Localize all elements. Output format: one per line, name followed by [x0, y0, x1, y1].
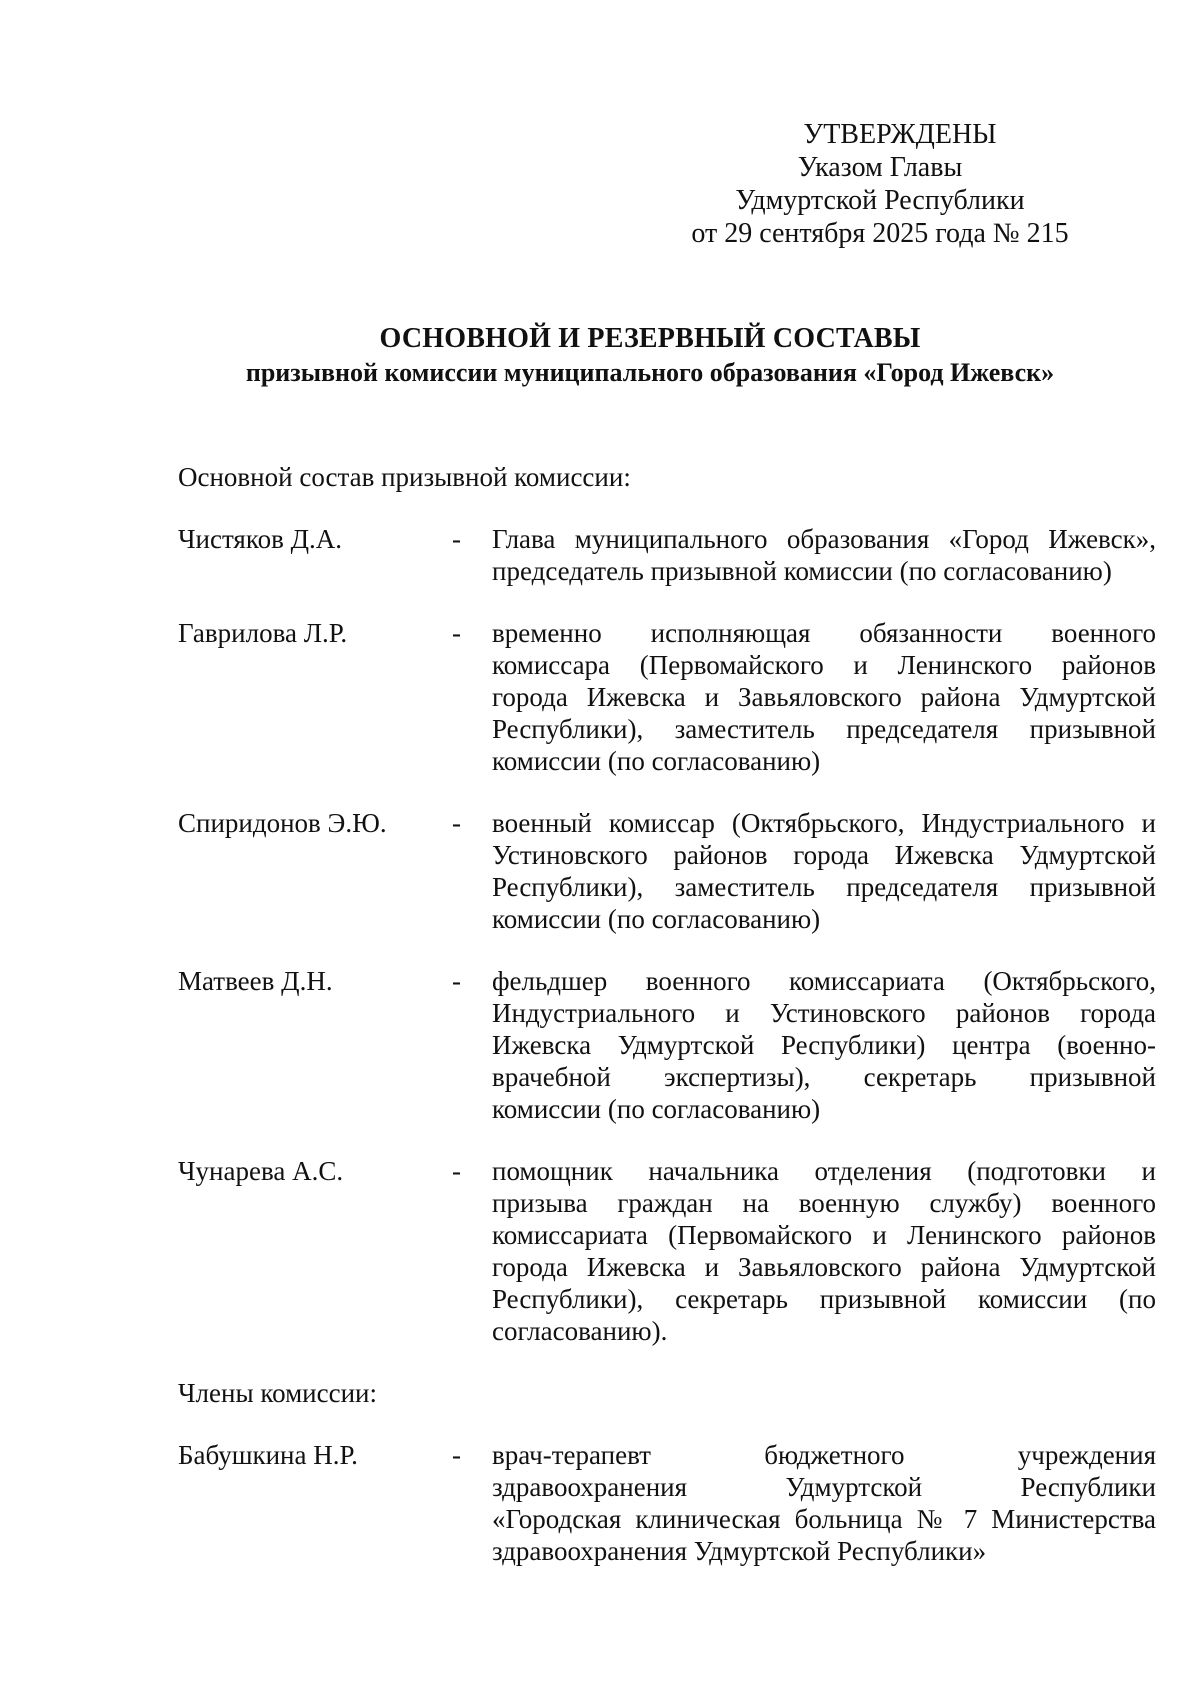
member-name: Чунарева А.С. — [178, 1156, 344, 1186]
role-line: согласованию). — [492, 1316, 668, 1346]
member-role — [492, 1439, 1156, 1567]
member-role — [492, 617, 1156, 777]
role-line: здравоохранения Удмуртской Республики — [492, 1472, 1156, 1502]
role-line: призыва граждан на военную службу) военного — [492, 1188, 1156, 1218]
role-line: Индустриального и Устиновского районов города — [492, 998, 1156, 1028]
member-name: Бабушкина Н.Р. — [178, 1440, 358, 1470]
document-title — [150, 322, 1150, 390]
member-role — [492, 807, 1156, 935]
approval-date-number: от 29 сентября 2025 года № 215 — [691, 218, 1069, 249]
role-line: комиссии (по согласованию) — [492, 746, 821, 776]
role-line: «Городская клиническая больница № 7 Министерства — [492, 1504, 1156, 1534]
role-line: военный комиссар (Октябрьского, Индустриального и — [492, 808, 1156, 838]
role-line: города Ижевска и Завьяловского района Удмуртской — [492, 1252, 1156, 1282]
role-line: председатель призывной комиссии (по согласованию) — [492, 556, 1112, 586]
role-line: Республики), заместитель председателя призывной — [492, 872, 1156, 902]
role-line: временно исполняющая обязанности военного — [492, 618, 1156, 648]
role-line: комиссариата (Первомайского и Ленинского районов — [492, 1220, 1156, 1250]
dash-separator: - — [452, 1156, 461, 1186]
role-line: Республики), заместитель председателя призывной — [492, 714, 1156, 744]
approval-decree: Указом Главы — [797, 152, 963, 183]
dash-separator: - — [452, 618, 461, 648]
member-name: Матвеев Д.Н. — [178, 966, 333, 996]
role-line: Устиновского районов города Ижевска Удмуртской — [492, 840, 1156, 870]
role-line: комиссии (по согласованию) — [492, 904, 821, 934]
member-role — [492, 523, 1156, 587]
role-line: комиссара (Первомайского и Ленинского районов — [492, 650, 1156, 680]
dash-separator: - — [452, 808, 461, 838]
approval-stamp-block — [640, 118, 1120, 250]
approval-heading: УТВЕРЖДЕНЫ — [803, 119, 997, 150]
member-role — [492, 1155, 1156, 1347]
member-name: Спиридонов Э.Ю. — [178, 808, 387, 838]
role-line: Глава муниципального образования «Город Ижевск», — [492, 524, 1156, 554]
role-line: города Ижевска и Завьяловского района Удмуртской — [492, 682, 1156, 712]
role-line: помощник начальника отделения (подготовки и — [492, 1156, 1156, 1186]
role-line: врач-терапевт бюджетного учреждения — [492, 1440, 1156, 1470]
dash-separator: - — [452, 524, 461, 554]
member-role — [492, 965, 1156, 1125]
document-title-sub: призывной комиссии муниципального образования «Город Ижевск» — [245, 358, 1055, 387]
role-line: Республики), секретарь призывной комиссии (по — [492, 1284, 1156, 1314]
dash-separator: - — [452, 1440, 461, 1470]
approval-republic: Удмуртской Республики — [735, 185, 1025, 216]
members-section-label: Члены комиссии: — [178, 1378, 377, 1408]
role-line: комиссии (по согласованию) — [492, 1094, 821, 1124]
role-line: фельдшер военного комиссариата (Октябрьского, — [492, 966, 1156, 996]
main-section-label: Основной состав призывной комиссии: — [178, 462, 631, 492]
dash-separator: - — [452, 966, 461, 996]
member-name: Чистяков Д.А. — [178, 524, 343, 554]
member-name: Гаврилова Л.Р. — [178, 618, 348, 648]
role-line: врачебной экспертизы), секретарь призывной — [492, 1062, 1156, 1092]
document-title-main: ОСНОВНОЙ И РЕЗЕРВНЫЙ СОСТАВЫ — [379, 323, 921, 354]
role-line: здравоохранения Удмуртской Республики» — [492, 1536, 987, 1566]
role-line: Ижевска Удмуртской Республики) центра (военно- — [492, 1030, 1156, 1060]
